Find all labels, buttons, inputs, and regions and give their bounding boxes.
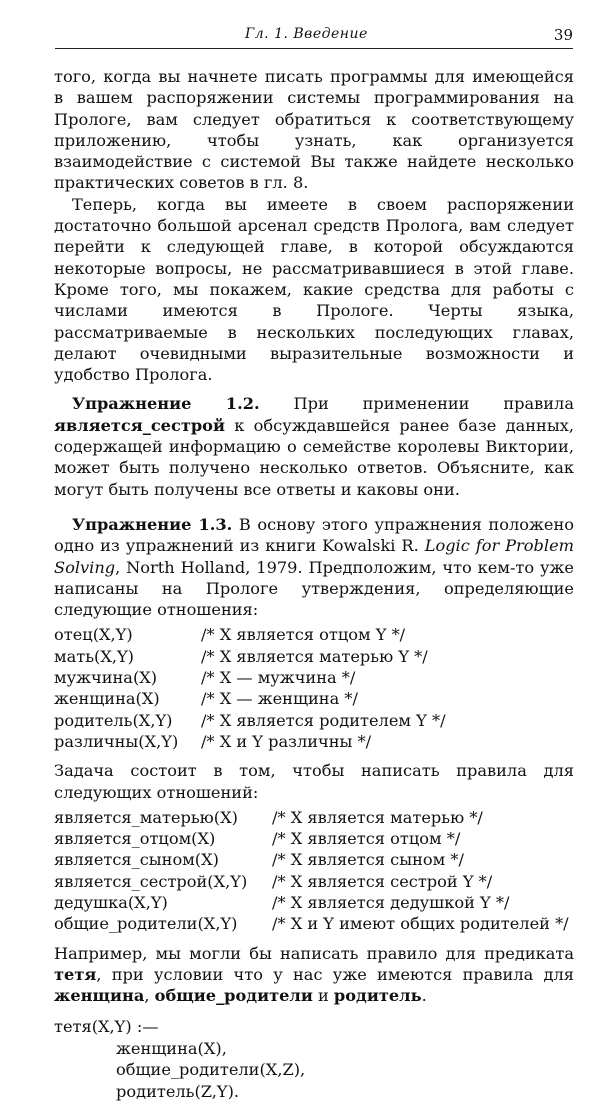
rule-comment: /* X является матерью */ bbox=[272, 807, 483, 827]
relation-row bbox=[54, 710, 574, 731]
relations-list bbox=[54, 624, 574, 752]
example-text-a: Например, мы могли бы написать правило для предиката bbox=[54, 943, 574, 963]
relation-comment: /* X является отцом Y */ bbox=[201, 625, 406, 645]
rule-comment: /* X является отцом */ bbox=[272, 829, 461, 849]
relation-predicate: мать(X,Y) bbox=[54, 646, 134, 666]
relation-comment: /* X является матерью Y */ bbox=[201, 646, 428, 666]
relation-row bbox=[54, 624, 574, 645]
rule-predicate: дедушка(X,Y) bbox=[54, 892, 168, 912]
exercise-1-2-text-b: к обсуждавшейся ранее базе данных, содержащей информацию о семействе королевы Виктории, может быть получено несколько ответов. Объясните, как могут быть получены все ответы и каковы они. bbox=[54, 415, 574, 499]
example-text-d: . bbox=[421, 986, 427, 1006]
exercise-1-3 bbox=[54, 514, 574, 620]
exercise-1-3-text-a: В основу этого упражнения положено одно из упражнений из книги Kowalski R. bbox=[54, 514, 574, 556]
exercise-1-2-predicate: является_сестрой bbox=[54, 415, 225, 435]
rule-predicate: является_отцом(X) bbox=[54, 829, 216, 849]
example-text-c: и bbox=[312, 986, 334, 1006]
task-text: Задача состоит в том, чтобы написать правила для следующих отношений: bbox=[54, 761, 574, 802]
rule-row bbox=[54, 871, 574, 892]
rule-head: тетя(X,Y) :— bbox=[54, 1017, 159, 1037]
page-number: 39 bbox=[553, 26, 573, 44]
relation-row bbox=[54, 667, 574, 688]
example-sep: , bbox=[144, 986, 155, 1006]
paragraph-2: Теперь, когда вы имеете в своем распоряжении достаточно большой арсенал средств Пролога, вам следует перейти к следующей главе, в которой обсуждаются некоторые вопросы, не рассматривавшиеся в этой главе. Кроме того, мы покажем, какие средства для работы с числами имеются в Прологе. Черты языка, рассматриваемые в нескольких последующих главах, делают очевидными выразительные возможности и удобство Пролога. bbox=[54, 194, 574, 385]
page-body bbox=[54, 66, 574, 1102]
relation-predicate: родитель(X,Y) bbox=[54, 710, 173, 730]
rule-row bbox=[54, 849, 574, 870]
rule-body-line: родитель(Z,Y). bbox=[116, 1081, 240, 1101]
exercise-1-2 bbox=[54, 393, 574, 499]
exercise-1-3-label: Упражнение 1.3. bbox=[72, 514, 233, 534]
exercise-1-3-text-b: , North Holland, 1979. Предположим, что кем-то уже написаны на Прологе утверждения, определяющие следующие отношения: bbox=[54, 557, 574, 620]
example-pred-woman: женщина bbox=[54, 986, 145, 1006]
example-pred-parent: родитель bbox=[333, 986, 422, 1006]
relation-comment: /* X — женщина */ bbox=[201, 689, 358, 709]
rule-predicate: является_матерью(X) bbox=[54, 807, 238, 827]
page-header bbox=[55, 24, 573, 49]
rule-body-line: женщина(X), bbox=[116, 1038, 227, 1058]
relation-predicate: женщина(X) bbox=[54, 689, 160, 709]
rule-predicate: общие_родители(X,Y) bbox=[54, 914, 238, 934]
example-paragraph bbox=[54, 943, 574, 1007]
rule-comment: /* X является сестрой Y */ bbox=[272, 871, 493, 891]
example-text-b: , при условии что у нас уже имеются правила для bbox=[96, 964, 574, 984]
rule-predicate: является_сыном(X) bbox=[54, 850, 219, 870]
relation-comment: /* X — мужчина */ bbox=[201, 668, 356, 688]
relation-comment: /* X является родителем Y */ bbox=[201, 710, 446, 730]
rule-body-line: общие_родители(X,Z), bbox=[116, 1060, 306, 1080]
rule-predicate: является_сестрой(X,Y) bbox=[54, 871, 248, 891]
rule-comment: /* X является сыном */ bbox=[272, 850, 464, 870]
rule-row bbox=[54, 892, 574, 913]
rule-row bbox=[54, 828, 574, 849]
relation-row bbox=[54, 731, 574, 752]
rule-comment: /* X является дедушкой Y */ bbox=[272, 892, 510, 912]
relation-predicate: различны(X,Y) bbox=[54, 731, 179, 751]
relation-predicate: отец(X,Y) bbox=[54, 625, 133, 645]
relation-row bbox=[54, 646, 574, 667]
rules-to-write-list bbox=[54, 807, 574, 935]
aunt-rule-code bbox=[54, 1016, 574, 1102]
relation-comment: /* X и Y различны */ bbox=[201, 731, 372, 751]
exercise-1-2-label: Упражнение 1.2. bbox=[72, 394, 260, 414]
rule-row bbox=[54, 807, 574, 828]
example-pred-common: общие_родители bbox=[154, 986, 313, 1006]
paragraph-1: того, когда вы начнете писать программы для имеющейся в вашем распоряжении системы программирования на Прологе, вам следует обратиться к соответствующему приложению, чтобы узнать, как организуется взаимодействие с системой Вы также найдете несколько практических советов в гл. 8. bbox=[54, 67, 574, 193]
rule-row bbox=[54, 913, 574, 934]
running-head: Гл. 1. Введение bbox=[245, 26, 368, 42]
relation-row bbox=[54, 688, 574, 709]
example-pred-aunt: тетя bbox=[54, 964, 97, 984]
exercise-1-2-text-a: При применении правила bbox=[259, 394, 574, 414]
rule-comment: /* X и Y имеют общих родителей */ bbox=[272, 914, 569, 934]
book-title: Logic for Problem Solving bbox=[54, 536, 575, 577]
relation-predicate: мужчина(X) bbox=[54, 668, 158, 688]
